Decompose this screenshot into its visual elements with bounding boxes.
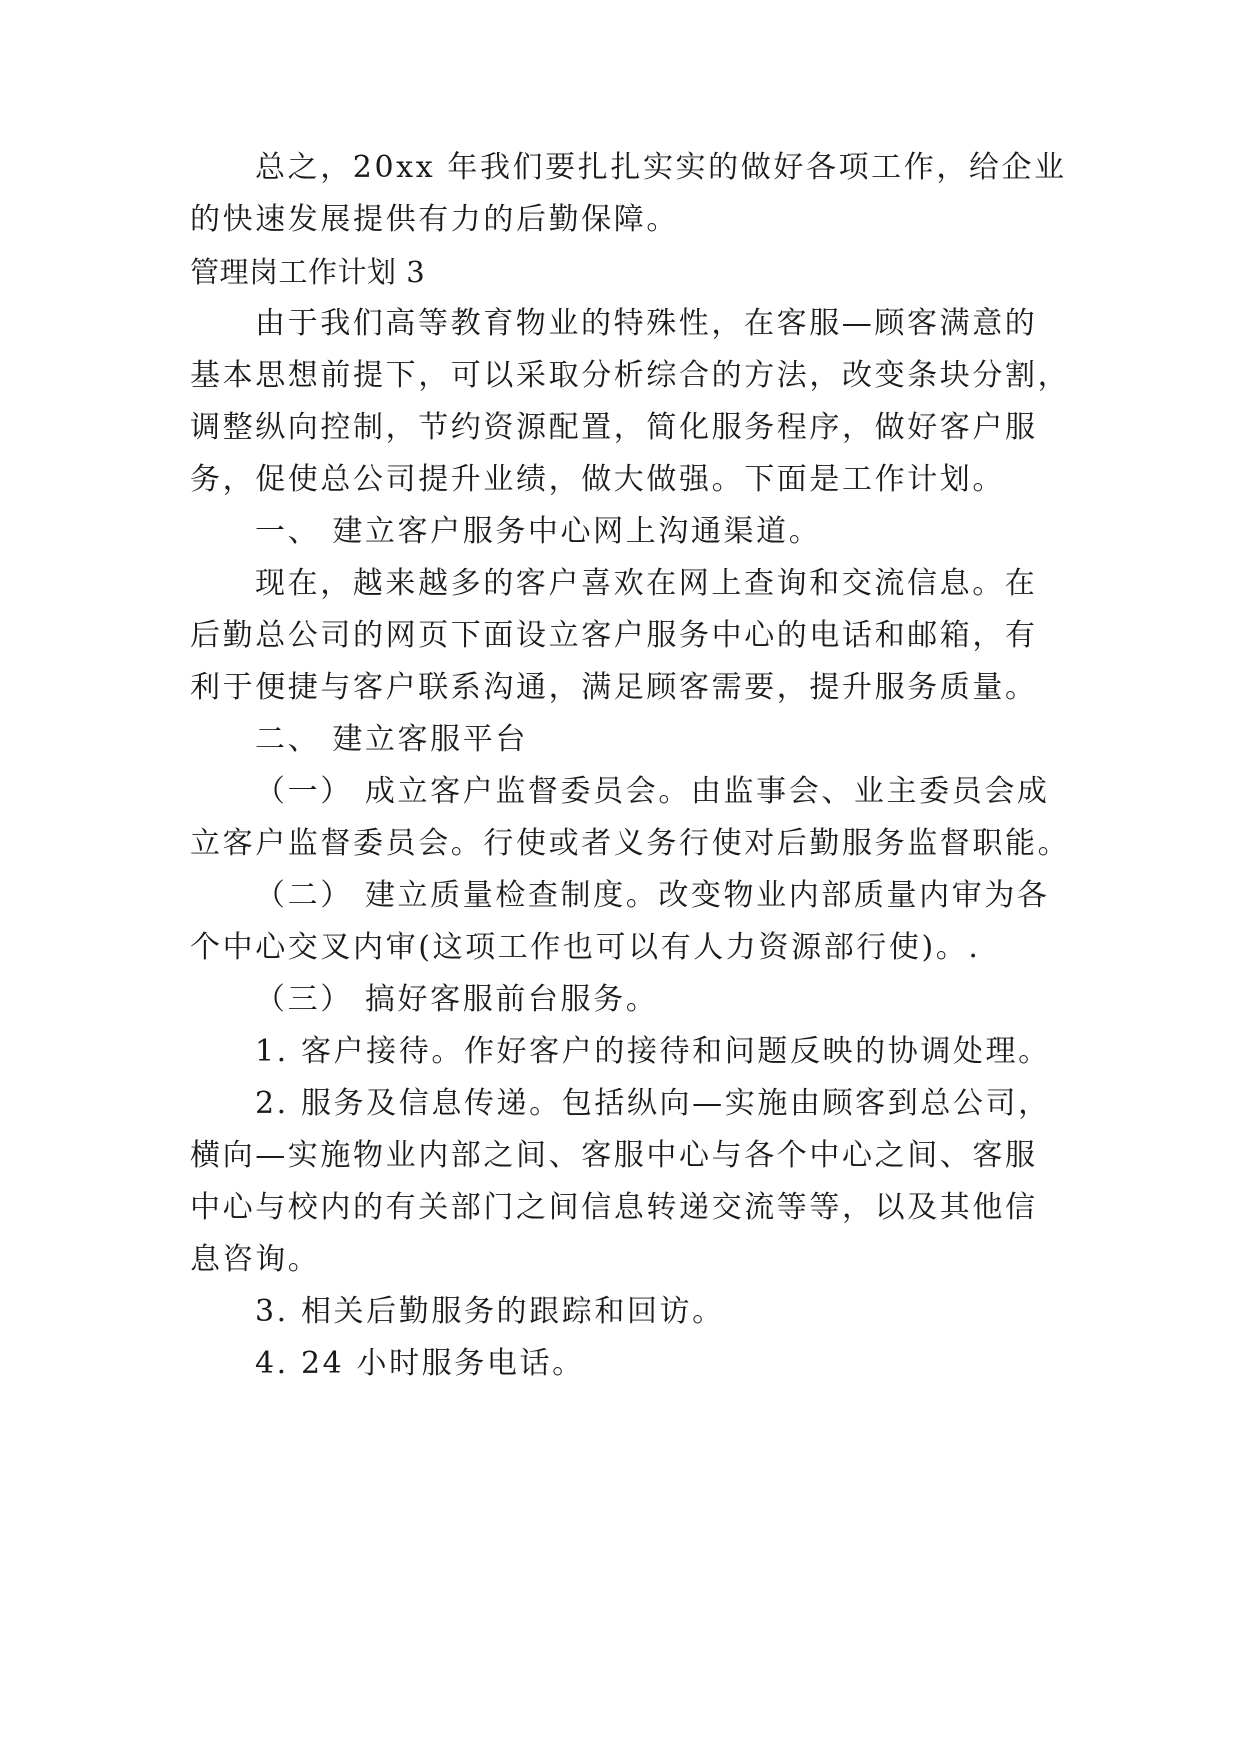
list-item: 1. 客户接待。作好客户的接待和问题反映的协调处理。 xyxy=(255,1034,1051,1069)
text-line: （三） 搞好客服前台服务。 xyxy=(255,982,659,1017)
list-item: 2. 服务及信息传递。包括纵向—实施由顾客到总公司， xyxy=(255,1086,1051,1121)
section-title: 管理岗工作计划 3 xyxy=(190,255,426,289)
text-line: 个中心交叉内审(这项工作也可以有人力资源部行使)。. xyxy=(190,930,981,965)
list-item: 4. 24 小时服务电话。 xyxy=(255,1346,585,1381)
text-line: 基本思想前提下，可以采取分析综合的方法，改变条块分割， xyxy=(190,358,1071,393)
list-item: 3. 相关后勤服务的跟踪和回访。 xyxy=(255,1294,725,1329)
text-line: 息咨询。 xyxy=(190,1242,321,1277)
text-line: 由于我们高等教育物业的特殊性，在客服—顾客满意的 xyxy=(255,306,1038,341)
text-line: 立客户监督委员会。行使或者义务行使对后勤服务监督职能。 xyxy=(190,826,1071,861)
text-line: （二） 建立质量检查制度。改变物业内部质量内审为各 xyxy=(255,878,1050,913)
text-line: 后勤总公司的网页下面设立客户服务中心的电话和邮箱，有 xyxy=(190,618,1038,653)
text-line: 的快速发展提供有力的后勤保障。 xyxy=(190,202,679,237)
text-line: 中心与校内的有关部门之间信息转递交流等等，以及其他信 xyxy=(190,1190,1038,1225)
item-heading: 一、 建立客户服务中心网上沟通渠道。 xyxy=(255,514,822,549)
text-line: （一） 成立客户监督委员会。由监事会、业主委员会成 xyxy=(255,774,1050,809)
text-line: 调整纵向控制，节约资源配置，简化服务程序，做好客户服 xyxy=(190,410,1038,445)
text-line: 务，促使总公司提升业绩，做大做强。下面是工作计划。 xyxy=(190,462,1005,497)
item-heading: 二、 建立客服平台 xyxy=(255,722,528,757)
text-line: 总之，20xx 年我们要扎扎实实的做好各项工作，给企业 xyxy=(255,150,1067,185)
text-line: 现在，越来越多的客户喜欢在网上查询和交流信息。在 xyxy=(255,566,1038,601)
text-line: 利于便捷与客户联系沟通，满足顾客需要，提升服务质量。 xyxy=(190,670,1038,705)
text-line: 横向—实施物业内部之间、客服中心与各个中心之间、客服 xyxy=(190,1138,1038,1173)
